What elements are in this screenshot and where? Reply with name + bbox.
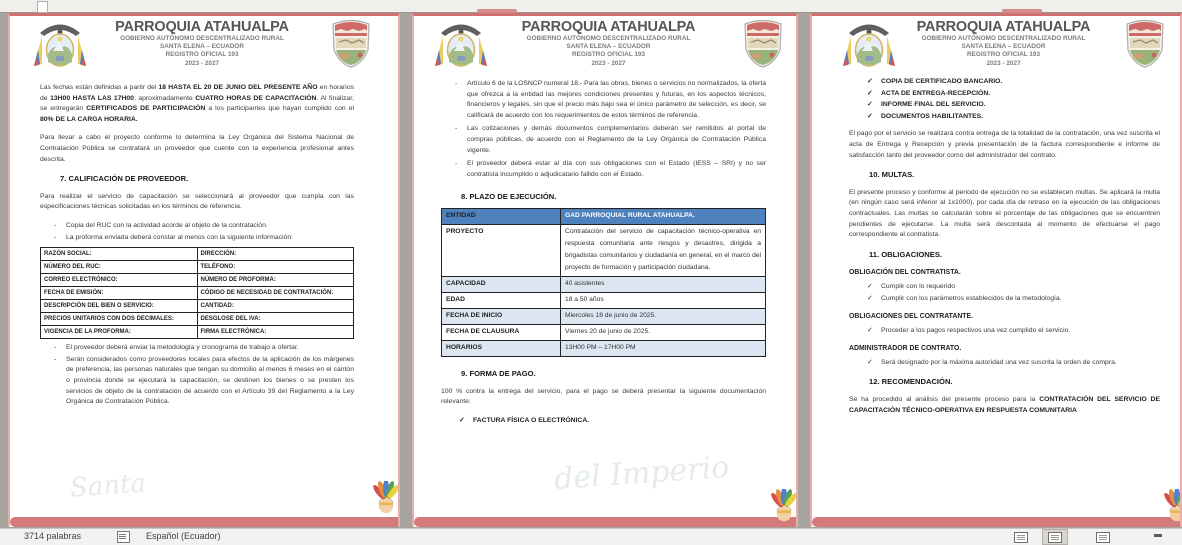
ecuador-coat-of-arms-icon xyxy=(32,20,88,70)
page1-footer-band xyxy=(10,517,398,527)
checklist-item xyxy=(849,100,1160,111)
administrador-checklist xyxy=(849,358,1160,369)
page1-letterhead xyxy=(30,19,374,76)
bullet-item xyxy=(441,79,766,121)
checklist-item xyxy=(849,358,1160,369)
bullet-item xyxy=(40,233,354,244)
proforma-cell-right: NÚMERO DE PROFORMA: xyxy=(197,274,354,287)
check-icon: ✓ xyxy=(459,416,465,424)
proforma-table-row xyxy=(41,287,354,300)
plazo-table-row xyxy=(442,324,766,340)
plazo-cell-value: Miercoles 18 de junio de 2025. xyxy=(561,308,766,324)
bullet-text: Serán considerados como proveedores locales para efectos de la aplicación de los márgenes de preferencia, las personas naturales que tengan su domicilio al menos 6 meses en el cantón o provincia donde se ejecutará la capacitación, se destinen los bienes o se presten los servicios de objeto de la contratación de acuerdo con el Artículo 39 del Reglamento a la Ley Orgánica de Contratación Pública. xyxy=(66,355,354,406)
subheading-obligaciones-contratante: OBLIGACIONES DEL CONTRATANTE. xyxy=(849,313,974,321)
checklist-text: Cumplir con los parámetros establecidos de la metodología. xyxy=(881,294,1062,302)
check-icon: ✓ xyxy=(867,101,873,109)
plazo-table-row xyxy=(442,292,766,308)
proforma-cell-left: DESCRIPCIÓN DEL BIEN O SERVICIO: xyxy=(41,300,198,313)
subheading-obligacion-contratista: OBLIGACIÓN DEL CONTRATISTA. xyxy=(849,269,961,277)
dash-marker: - xyxy=(54,221,57,229)
plazo-table-header-row xyxy=(442,208,766,224)
plazo-cell-value: 40 asistentes xyxy=(561,276,766,292)
bullet-text: La proforma enviada deberá constar al menos con la siguiente información: xyxy=(66,233,294,241)
plazo-cell-label: FECHA DE INICIO xyxy=(442,308,561,324)
letterhead-line3: REGISTRO OFICIAL 193 xyxy=(165,51,239,59)
language-indicator[interactable]: Español (Ecuador) xyxy=(146,531,221,541)
checklist-text: ACTA DE ENTREGA-RECEPCIÓN. xyxy=(881,89,991,97)
parish-crest-icon xyxy=(332,20,370,68)
checklist-item xyxy=(849,89,1160,100)
letterhead-title: PARROQUIA ATAHUALPA xyxy=(521,19,696,35)
bullet-item xyxy=(40,221,354,232)
proforma-table-row xyxy=(41,313,354,326)
letterhead-line3: REGISTRO OFICIAL 193 xyxy=(966,51,1041,59)
proforma-cell-right: DIRECCIÓN: xyxy=(197,248,354,261)
document-page-1[interactable] xyxy=(8,13,400,527)
letterhead-line1: GOBIERNO AUTÓNOMO DESCENTRALIZADO RURAL xyxy=(921,35,1086,42)
checklist-text: DOCUMENTOS HABILITANTES. xyxy=(881,112,984,120)
p3-recomendacion-paragraph: Se ha procedido al análisis del presente proceso para la CONTRATACIÓN DEL SERVICIO DE CAPACITACIÓN TÉCNICO-OPERATIVA EN RESPUESTA COMUNITARIA xyxy=(849,396,1160,414)
letterhead-title: PARROQUIA ATAHUALPA xyxy=(115,19,289,35)
check-icon: ✓ xyxy=(867,112,873,120)
letterhead-line1: GOBIERNO AUTÓNOMO DESCENTRALIZADO RURAL xyxy=(120,35,284,42)
plazo-cell-label: HORARIOS xyxy=(442,340,561,356)
parish-crest-icon xyxy=(1126,20,1164,68)
ecuador-coat-of-arms-icon xyxy=(841,20,897,70)
read-mode-icon[interactable] xyxy=(1014,532,1028,543)
p3-pago-paragraph: El pago por el servicio se realizará contra entrega de la totalidad de la contratación, una vez suscrita el acta de Entrega y Recepción y previa presentación de la factura correspondiente e informe de satisfacción tanto del proveedor como del administrador del contrato. xyxy=(849,130,1160,159)
plazo-header-valor: GAD PARROQUIAL RURAL ATAHUALPA. xyxy=(561,208,766,224)
checklist-text: FACTURA FÍSICA O ELECTRÓNICA. xyxy=(473,416,590,424)
p1-bullet-list-2 xyxy=(40,343,354,408)
letterhead-title: PARROQUIA ATAHUALPA xyxy=(916,19,1091,35)
bullet-item xyxy=(441,124,766,156)
checklist-item xyxy=(849,77,1160,88)
print-layout-selected[interactable] xyxy=(1042,529,1068,545)
plazo-table-row xyxy=(442,276,766,292)
heading-7-calificacion: 7. CALIFICACIÓN DE PROVEEDOR. xyxy=(60,174,189,184)
word-count[interactable]: 3714 palabras xyxy=(24,531,82,541)
proforma-cell-left: PRECIOS UNITARIOS CON DOS DECIMALES: xyxy=(41,313,198,326)
proforma-table-row xyxy=(41,261,354,274)
check-icon: ✓ xyxy=(867,282,873,290)
page2-letterhead xyxy=(431,19,786,76)
proforma-table-row xyxy=(41,326,354,339)
proforma-cell-right: CANTIDAD: xyxy=(197,300,354,313)
proforma-cell-left: FECHA DE EMISIÓN: xyxy=(41,287,198,300)
page1-watermark: Santa xyxy=(69,468,147,504)
folklore-figure-icon xyxy=(371,481,400,515)
collapsed-ui-square[interactable] xyxy=(37,1,48,13)
folklore-figure-icon xyxy=(1162,489,1182,523)
p1-bullet-list-1 xyxy=(40,221,354,243)
proforma-cell-left: VIGENCIA DE LA PROFORMA: xyxy=(41,326,198,339)
document-page-3[interactable] xyxy=(810,13,1182,527)
plazo-cell-value: 13H00 PM – 17H00 PM xyxy=(561,340,766,356)
page2-footer-band xyxy=(414,517,796,527)
p3-document-checklist xyxy=(849,77,1160,122)
page3-footer-band xyxy=(812,517,1180,527)
checklist-text: Será designado por la máxima autoridad una vez suscrita la orden de compra. xyxy=(881,358,1117,366)
checklist-item xyxy=(849,282,1160,293)
plazo-cell-label: FECHA DE CLAUSURA xyxy=(442,324,561,340)
print-layout-icon[interactable] xyxy=(1048,532,1062,543)
bullet-item xyxy=(40,343,354,354)
bullet-text: El proveedor deberá estar al día con sus obligaciones con el Estado (IESS – SRI) y no ser contratista incumplido o adjudicatario fallido con el Estado. xyxy=(467,160,766,178)
plazo-cell-label: EDAD xyxy=(442,292,561,308)
proforma-cell-left: RAZÓN SOCIAL: xyxy=(41,248,198,261)
dash-marker: - xyxy=(54,355,57,363)
page2-top-red-sliver xyxy=(477,9,517,13)
heading-12-recomendacion: 12. RECOMENDACIÓN. xyxy=(869,377,953,387)
letterhead-line2: SANTA ELENA – ECUADOR xyxy=(160,43,244,51)
letterhead-line4: 2023 - 2027 xyxy=(184,59,220,67)
p2-bullet-list xyxy=(441,79,766,180)
check-icon: ✓ xyxy=(867,78,873,85)
proforma-cell-left: CORREO ELECTRÓNICO: xyxy=(41,274,198,287)
dash-marker: - xyxy=(54,233,57,241)
check-icon: ✓ xyxy=(867,89,873,97)
plazo-cell-label: CAPACIDAD xyxy=(442,276,561,292)
bullet-item xyxy=(40,355,354,408)
bullet-text: Artículo 6 de la LOSNCP numeral 18.- Para las obras, bienes o servicios no normalizados, la oferta que ofrezca a la entidad las mejores condiciones presentes y futuras, en los aspectos técnicos, financieros y legales, sin que el precio más bajo sea el único parámetro de selección, es decir, se calificará de acuerdo con los requerimientos de estos términos de referencia. xyxy=(467,80,766,119)
ecuador-coat-of-arms-icon xyxy=(433,20,489,70)
bullet-item xyxy=(441,159,766,180)
dash-marker: - xyxy=(455,160,458,168)
p2-pago-paragraph: 100 % contra la entrega del servicio, para el pago se deberá presentar la siguiente documentación relevante: xyxy=(441,387,766,406)
checklist-item xyxy=(849,326,1160,337)
plazo-table-row xyxy=(442,340,766,356)
subheading-administrador-contrato: ADMINISTRADOR DE CONTRATO. xyxy=(849,345,962,353)
page3-top-red-sliver xyxy=(1002,9,1042,13)
heading-8-plazo: 8. PLAZO DE EJECUCIÓN. xyxy=(461,192,557,202)
letterhead-line1: GOBIERNO AUTÓNOMO DESCENTRALIZADO RURAL xyxy=(526,35,691,42)
checklist-item xyxy=(441,416,766,427)
contratista-checklist xyxy=(849,282,1160,304)
proforma-table-row xyxy=(41,274,354,287)
bullet-text: Las cotizaciones y demás documentos complementarios deberán ser remitidos al portal de compras públicas, de acuerdo con el Reglamento de la Ley Orgánica de Contratación Pública vigente. xyxy=(467,125,766,154)
plazo-table-row xyxy=(442,308,766,324)
web-layout-icon[interactable] xyxy=(1096,532,1110,543)
plazo-cell-value: Contratación del servicio de capacitación técnico-operativa en respuesta comunitaria ante riesgos y desastres, dirigida a brigadistas comunitarios y ciudadanía en general, en el marco del proyecto de formación y participación ciudadana. xyxy=(561,224,766,276)
plazo-header-entidad: ENTIDAD xyxy=(442,208,561,224)
parish-crest-icon xyxy=(744,20,782,68)
p3-multas-paragraph: El presente proceso y conforme al periodo de ejecución no se establecen multas. Se aplicará la multa (en ningún caso será inferior al 1x1000), por cada día de retraso en la ejecución de las obligaciones contractuales. Las multas se calcularán sobre el porcentaje de las obligaciones que se encuentren pendientes de ejecutarse. La multa será descontada al momento de efectuarse el pago correspondiente al contratista. xyxy=(849,188,1160,239)
check-icon: ✓ xyxy=(867,358,873,366)
bullet-text: Copia del RUC con la actividad acorde al objeto de la contratación. xyxy=(66,221,268,229)
letterhead-line3: REGISTRO OFICIAL 193 xyxy=(571,51,646,59)
heading-10-multas: 10. MULTAS. xyxy=(869,170,915,180)
dash-marker: - xyxy=(455,80,458,87)
letterhead-line2: SANTA ELENA – ECUADOR xyxy=(566,43,651,51)
plazo-cell-value: 18 a 50 años xyxy=(561,292,766,308)
checklist-text: Proceder a los pagos respectivos una vez cumplido el servicio. xyxy=(881,326,1071,334)
document-page-2[interactable] xyxy=(412,13,798,527)
checklist-text: COPIA DE CERTIFICADO BANCARIO. xyxy=(881,78,1003,85)
page2-watermark: del Imperio xyxy=(552,449,731,498)
check-icon: ✓ xyxy=(867,326,873,334)
proofing-status-icon[interactable] xyxy=(117,531,130,543)
page3-letterhead xyxy=(839,19,1168,76)
proforma-table-row xyxy=(41,300,354,313)
contratante-checklist xyxy=(849,326,1160,337)
proforma-cell-right: DESGLOSE DEL IVA: xyxy=(197,313,354,326)
proforma-cell-left: NÚMERO DEL RUC: xyxy=(41,261,198,274)
proforma-table xyxy=(40,247,354,339)
heading-9-forma-pago: 9. FORMA DE PAGO. xyxy=(461,368,536,378)
dash-marker: - xyxy=(455,125,458,133)
checklist-text: Cumplir con lo requerido xyxy=(881,282,956,290)
p2-checklist xyxy=(441,416,766,427)
p1-ley-paragraph: Para llevar a cabo el proyecto conforme lo determina la Ley Orgánica del Sistema Nacional de Contratación Pública se contratará un proveedor que cuente con la experiencia profesional antes descrita. xyxy=(40,134,354,163)
plazo-ejecucion-table xyxy=(441,208,766,357)
folklore-figure-icon xyxy=(769,489,798,523)
plazo-cell-label: PROYECTO xyxy=(442,224,561,276)
letterhead-line4: 2023 - 2027 xyxy=(986,59,1021,67)
status-bar xyxy=(0,528,1182,545)
proforma-table-row xyxy=(41,248,354,261)
bullet-text: El proveedor deberá enviar la metodología y cronograma de trabajo a ofertar. xyxy=(66,344,299,352)
check-icon: ✓ xyxy=(867,294,873,302)
letterhead-line2: SANTA ELENA – ECUADOR xyxy=(961,43,1046,51)
checklist-item xyxy=(849,112,1160,123)
plazo-cell-value: Viernes 20 de junio de 2025. xyxy=(561,324,766,340)
p1-intro-paragraph: Las fechas están definidas a partir del 18 HASTA EL 20 DE JUNIO DEL PRESENTE AÑO en horarios de 13H00 HASTA LAS 17H00; aproximadamente CUATRO HORAS DE CAPACITACIÓN. Al finalizar, se entregarán CERTIFICADOS DE PARTICIPACIÓN a los participantes que hayan cumplido con el 80% DE LA CARGA HORARIA. xyxy=(40,84,354,123)
proforma-cell-right: CÓDIGO DE NECESIDAD DE CONTRATACIÓN: xyxy=(197,287,354,300)
plazo-table-row xyxy=(442,224,766,276)
dash-marker: - xyxy=(54,344,57,352)
checklist-text: INFORME FINAL DEL SERVICIO. xyxy=(881,101,986,109)
checklist-item xyxy=(849,294,1160,305)
p1-calificacion-paragraph: Para realizar el servicio de capacitación se seleccionará al proveedor que cumpla con las especificaciones técnicas solicitadas en los términos de referencia. xyxy=(40,192,354,211)
proforma-cell-right: FIRMA ELECTRÓNICA: xyxy=(197,326,354,339)
heading-11-obligaciones: 11. OBLIGACIONES. xyxy=(869,249,943,259)
proforma-cell-right: TELÉFONO: xyxy=(197,261,354,274)
letterhead-line4: 2023 - 2027 xyxy=(591,59,626,67)
